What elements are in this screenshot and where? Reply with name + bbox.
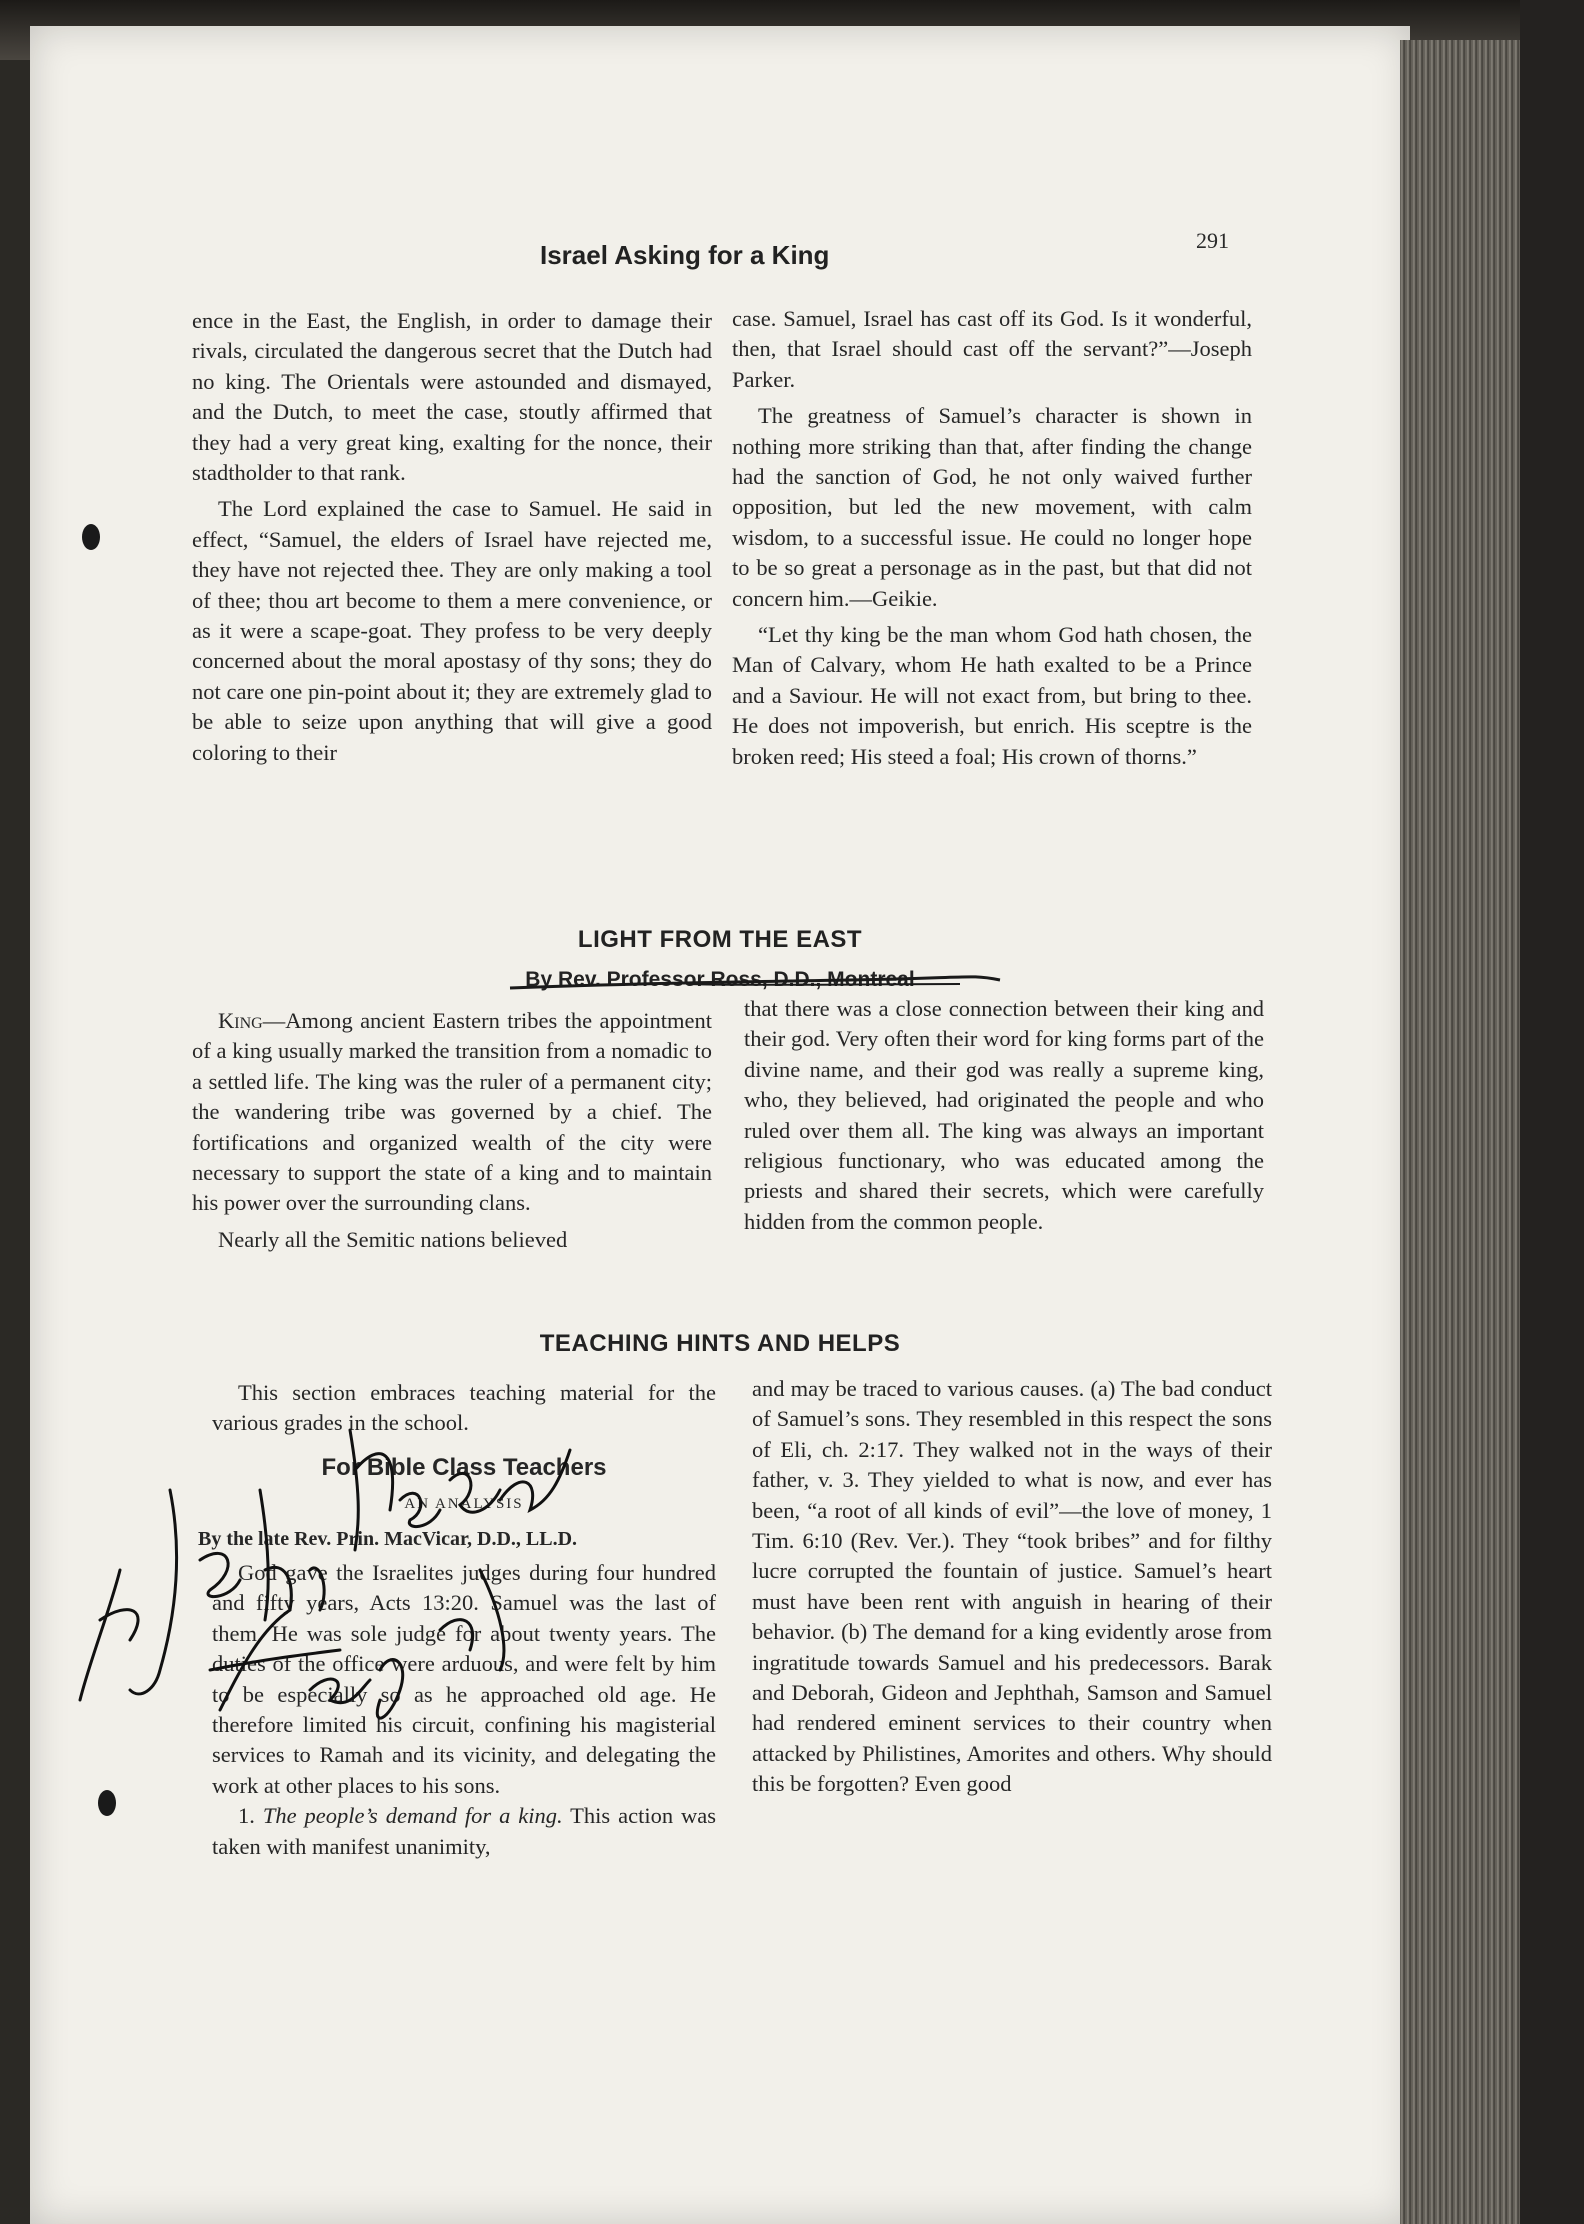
- intro-paragraph: This section embraces teaching material for the various grades in the school.: [212, 1380, 716, 1436]
- paragraph: and may be traced to various causes. (a) The bad conduct of Samuel’s sons. They resembled in this respect the sons of Eli, ch. 2:17. They walked not in the ways of their father, v. 3. They yielded to what is now, and ever has been, “a root of all kinds of evil”—the love of money, 1 Tim. 6:10 (Rev. Ver.). They “took bribes” and for filthy lucre corrupted the fountain of justice. Samuel’s heart must have been rent with anguish in hearing of their behavior. (b) The demand for a king evidently arose from ingratitude towards Samuel and his predecessors. Barak and Deborah, Gideon and Jephthah, Samson and Samuel had rendered eminent services to their country when attacked by Philistines, Amorites and others. Why should this be forgotten? Even good: [752, 1376, 1272, 1797]
- paragraph: The Lord explained the case to Samuel. He said in effect, “Samuel, the elders of Israel have rejected me, they have not rejected thee. They are only making a tool of thee; thou art become to them a mere convenience, or as it were a scape-goat. They profess to be very deeply concerned about the moral apostasy of thy sons; they do not care one pin-point about it; they are extremely glad to be able to seize upon anything that will give a good coloring to their: [192, 496, 712, 765]
- section-heading-teaching-hints: TEACHING HINTS AND HELPS: [539, 1330, 901, 1357]
- paragraph: Nearly all the Semitic nations believed: [218, 1226, 568, 1252]
- paragraph: that there was a close connection between their king and their god. Very often their word for king forms part of the divine name, and their god was really a supreme king, who, they believed, had originated the people and who ruled over them all. The king was always an important religious functionary, who was educated among the priests and shared their secrets, which were carefully hidden from the common people.: [744, 996, 1264, 1234]
- light-left-column: [192, 1006, 712, 1255]
- scan-background-right: [1520, 0, 1584, 2224]
- paragraph: God gave the Israelites judges during four hundred and fifty years, Acts 13:20. Samuel was the last of them. He was sole judge for about twenty years. The duties of the office were arduous, and were felt by him to be especially so as he approached old age. He therefore limited his circuit, confining his magisterial services to Ramah and its vicinity, and delegating the work at other places to his sons.: [212, 1560, 716, 1798]
- paragraph-text: —Among ancient Eastern tribes the appointment of a king usually marked the transition from a nomadic to a settled life. The king was the ruler of a permanent city; the wandering tribe was governed by a chief. The fortifications and organized wealth of the city were necessary to support the state of a king and to maintain his power over the surrounding clans.: [192, 1008, 712, 1216]
- paragraph: ence in the East, the English, in order to damage their rivals, circulated the dangerous secret that the Dutch had no king. The Orientals were astounded and dismayed, and the Dutch, to meet the case, stoutly affirmed that they had a very great king, exalting for the nonce, their stadtholder to that rank.: [192, 308, 712, 486]
- handwritten-signature: [60, 1370, 620, 1790]
- point-text: This action was taken with manifest unanimity,: [212, 1803, 717, 1859]
- paragraph: The greatness of Samuel’s character is shown in nothing more striking than that, after finding the change had the sanction of God, he not only waived further opposition, but led the new movement, with calm wisdom, to a successful issue. He could no longer hope to be so great a personage as in the past, but that did not concern him.—Geikie.: [732, 403, 1252, 611]
- teaching-right-column: [752, 1374, 1272, 1800]
- running-head: Israel Asking for a King: [540, 240, 830, 270]
- top-left-column: [192, 306, 712, 768]
- point-title: The people’s demand for a king.: [262, 1803, 563, 1829]
- light-right-column: [744, 994, 1264, 1237]
- paragraph: [192, 1006, 712, 1219]
- author-line: By the late Rev. Prin. MacVicar, D.D., LL.D.: [198, 1527, 578, 1550]
- point-number: 1.: [238, 1803, 255, 1829]
- binding-hole: [98, 1790, 116, 1816]
- analysis-label: AN ANALYSIS: [404, 1496, 524, 1513]
- top-right-column: [732, 304, 1252, 772]
- paragraph: case. Samuel, Israel has cast off its God. Is it wonderful, then, that Israel should cast off the servant?”—Joseph Parker.: [732, 306, 1252, 392]
- lead-word: King: [218, 1008, 263, 1033]
- paragraph: “Let thy king be the man whom God hath chosen, the Man of Calvary, whom He hath exalted to be a Prince and a Saviour. He will not exact from, but bring to thee. He does not impoverish, but enrich. His sceptre is the broken reed; His steed a foal; His crown of thorns.”: [732, 622, 1252, 769]
- byline-prefix: By: [525, 968, 558, 991]
- binding-hole: [82, 524, 100, 550]
- page-number: 291: [1196, 228, 1229, 253]
- book-page-edges: [1400, 40, 1520, 2224]
- sub-heading: For Bible Class Teachers: [321, 1453, 607, 1481]
- numbered-point: [212, 1801, 716, 1862]
- byline-author: Rev. Professor Ross, D.D., Montreal: [557, 968, 915, 991]
- section-heading-light-from-the-east: LIGHT FROM THE EAST: [577, 926, 863, 953]
